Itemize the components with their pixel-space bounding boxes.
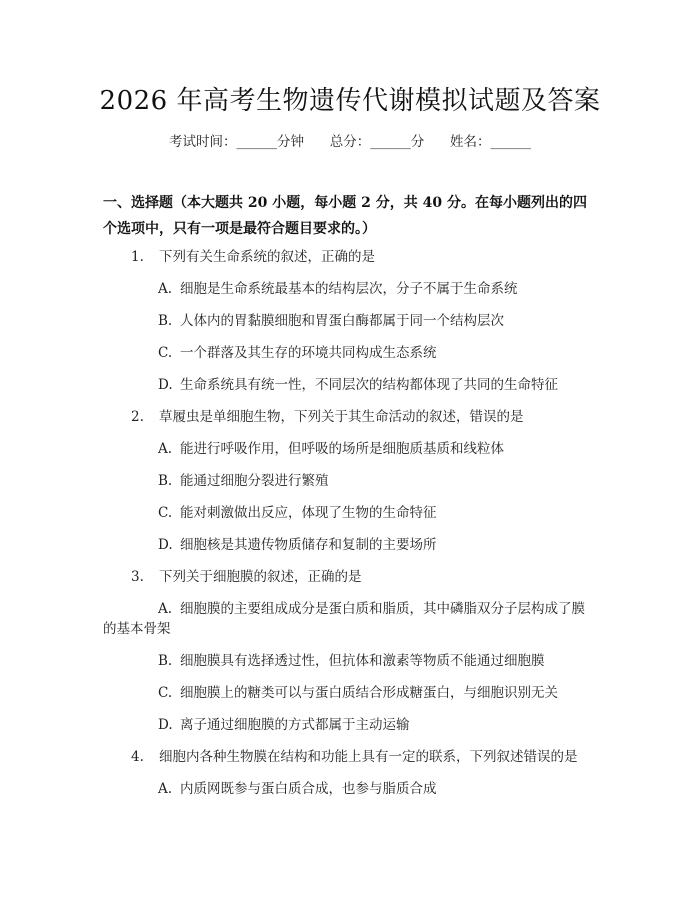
option-letter: B. [158,313,173,329]
section-header: 一、选择题（本大题共 20 小题，每小题 2 分，共 40 分。在每小题列出的四个选项中，只有一项是最符合题目要求的。） [103,195,587,237]
question-text: 草履虫是单细胞生物，下列关于其生命活动的叙述，错误的是 [159,409,524,425]
option-letter: C. [158,685,173,701]
option-letter: C. [158,505,173,521]
option-line [158,533,437,553]
option-text: 细胞核是其遗传物质储存和复制的主要场所 [180,537,437,553]
option-text: 生命系统具有统一性，不同层次的结构都体现了共同的生命特征 [180,377,558,393]
option-letter: A. [158,441,173,457]
option-text: 离子通过细胞膜的方式都属于主动运输 [180,717,410,733]
option-letter: B. [158,653,173,669]
question-text: 细胞内各种生物膜在结构和功能上具有一定的联系，下列叙述错误的是 [159,749,578,765]
option-line [158,649,545,669]
option-letter: D. [158,377,173,393]
option-line [158,341,437,361]
option-text: 细胞膜的主要组成成分是蛋白质和脂质，其中磷脂双分子层构成了膜 [180,601,585,617]
question-number: 1. [131,249,144,265]
question-text: 下列有关生命系统的叙述，正确的是 [159,249,375,265]
option-line [158,713,410,733]
option-letter: A. [158,281,173,297]
option-line [158,373,558,393]
option-text: 细胞膜具有选择透过性，但抗体和激素等物质不能通过细胞膜 [180,653,545,669]
option-text: 一个群落及其生存的环境共同构成生态系统 [180,345,437,361]
option-letter: D. [158,717,173,733]
option-line [158,437,504,457]
option-line [158,469,329,489]
option-text: 细胞膜上的糖类可以与蛋白质结合形成糖蛋白，与细胞识别无关 [180,685,558,701]
option-letter: B. [158,473,173,489]
option-continuation: 的基本骨架 [103,621,171,637]
option-text: 能进行呼吸作用，但呼吸的场所是细胞质基质和线粒体 [180,441,504,457]
option-text: 能对刺激做出反应，体现了生物的生命特征 [180,505,437,521]
question-number: 3. [131,569,144,585]
option-text: 人体内的胃黏膜细胞和胃蛋白酶都属于同一个结构层次 [180,313,504,329]
option-letter: C. [158,345,173,361]
option-line [158,277,518,297]
option-line [158,681,558,701]
question-stem [131,565,362,585]
question-stem [131,745,578,765]
question-number: 4. [131,749,144,765]
question-stem [131,245,375,265]
exam-info-line: 考试时间：______分钟 总分：______分 姓名：______ [169,134,531,150]
question-stem [131,405,524,425]
option-text: 能通过细胞分裂进行繁殖 [180,473,329,489]
question-number: 2. [131,409,144,425]
option-letter: A. [158,601,173,617]
question-text: 下列关于细胞膜的叙述，正确的是 [159,569,362,585]
option-line [158,309,504,329]
option-line [158,777,437,797]
option-letter: D. [158,537,173,553]
option-line [158,501,437,521]
option-text: 细胞是生命系统最基本的结构层次，分子不属于生命系统 [180,281,518,297]
option-text: 内质网既参与蛋白质合成，也参与脂质合成 [180,781,437,797]
exam-title: 2026 年高考生物遗传代谢模拟试题及答案 [99,86,601,116]
option-line [158,597,585,617]
option-letter: A. [158,781,173,797]
